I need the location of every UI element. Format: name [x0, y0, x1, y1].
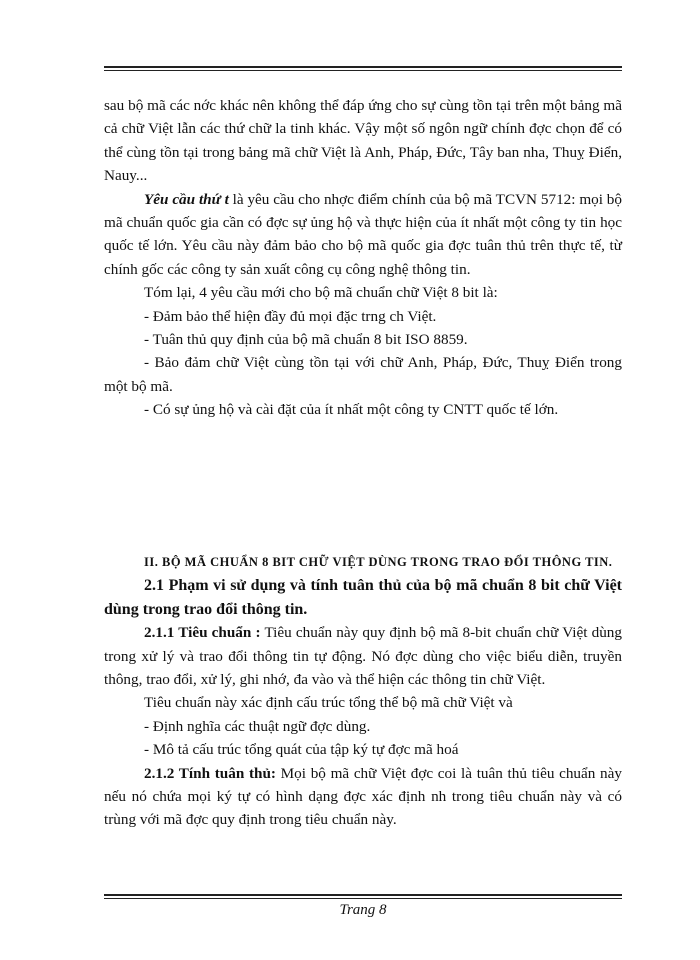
paragraph-2-1-1-lead: 2.1.1 Tiêu chuẩn : — [144, 624, 261, 642]
body-block-1 — [104, 94, 622, 422]
paragraph-1: sau bộ mã các nớc khác nên không thể đáp ứng cho sự cùng tồn tại trên một bảng mã cả chữ Việt lẫn các thứ chữ la tinh khác. Vậy một số ngôn ngữ chính đợc chọn để có thể cùng tồn tại trong bảng mã chữ Việt là Anh, Pháp, Đức, Tây ban nha, Thuỵ Điển, Nauy... — [104, 97, 622, 185]
paragraph-2-lead: Yêu cầu thứ t — [144, 190, 229, 208]
requirement-item: - Bảo đảm chữ Việt cùng tồn tại với chữ Anh, Pháp, Đức, Thuỵ Điển trong một bộ mã. — [104, 354, 622, 395]
footer-rule — [104, 894, 622, 899]
define-paragraph: Tiêu chuẩn này xác định cấu trúc tổng thể bộ mã chữ Việt và — [144, 694, 513, 712]
requirement-item: - Tuân thủ quy định của bộ mã chuẩn 8 bit ISO 8859. — [144, 331, 468, 349]
header-rule — [104, 66, 622, 71]
paragraph-2-1-2-lead: 2.1.2 Tính tuân thủ: — [144, 764, 276, 782]
definition-item: - Định nghĩa các thuật ngữ đợc dùng. — [144, 717, 371, 735]
paragraph-2 — [104, 188, 622, 282]
paragraph-2-1-2 — [104, 762, 622, 832]
subsection-heading: 2.1 Phạm vi sử dụng và tính tuân thủ của bộ mã chuẩn 8 bit chữ Việt dùng trong trao đổi thông tin. — [104, 577, 622, 618]
definition-item: - Mô tả cấu trúc tổng quát của tập ký tự đợc mã hoá — [144, 741, 459, 759]
paragraph-2-1-2-rest: Mọi bộ mã chữ Việt đợc coi là tuân thủ tiêu chuẩn này nếu nó chứa mọi ký tự có hình dạng đợc xác định nh trong tiêu chuẩn này và có trùng với mã đợc quy định trong tiêu chuẩn này. — [104, 764, 622, 829]
summary-paragraph: Tóm lại, 4 yêu cầu mới cho bộ mã chuẩn chữ Việt 8 bit là: — [144, 284, 498, 302]
page-number: Trang 8 — [339, 902, 387, 918]
paragraph-2-rest: là yêu cầu cho nhợc điểm chính của bộ mã TCVN 5712: mọi bộ mã chuẩn quốc gia cần có đợc sự ủng hộ và thực hiện của ít nhất một công ty tin học quốc tế lớn. Yêu cầu này đảm bảo cho bộ mã quốc gia đợc tuân thủ trên thực tế, từ chính gốc các công ty sản xuất công cụ công nghệ thông tin. — [104, 190, 622, 278]
paragraph-2-1-1 — [104, 621, 622, 691]
paragraph-2-1-1-rest: Tiêu chuẩn này quy định bộ mã 8-bit chuẩn chữ Việt dùng trong xử lý và trao đổi thông tin tự động. Nó đợc dùng cho việc biểu diễn, truyền thông, trao đổi, xử lý, ghi nhớ, đa vào và thể hiện các thông tin chữ Việt. — [104, 624, 622, 689]
body-block-2 — [104, 551, 622, 832]
requirement-item: - Đảm bảo thể hiện đầy đủ mọi đặc trng ch Việt. — [144, 307, 437, 325]
requirement-item: - Có sự ủng hộ và cài đặt của ít nhất một công ty CNTT quốc tế lớn. — [144, 401, 559, 419]
section-heading: II. BỘ MÃ CHUẨN 8 BIT CHỮ VIỆT DÙNG TRONG TRAO ĐỔI THÔNG TIN. — [144, 555, 613, 569]
